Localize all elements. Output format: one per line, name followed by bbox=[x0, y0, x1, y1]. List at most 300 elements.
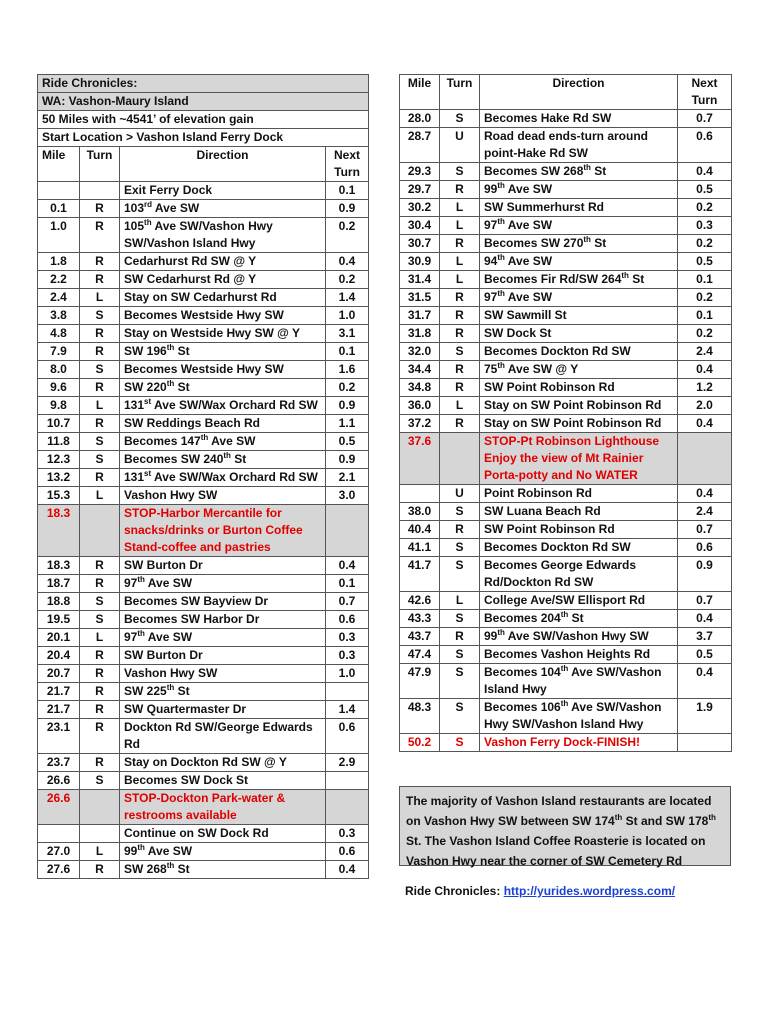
turn-cell: R bbox=[440, 307, 480, 325]
direction-cell: SW 225th St bbox=[120, 683, 326, 701]
turn-cell: R bbox=[440, 325, 480, 343]
turn-cell bbox=[80, 790, 120, 825]
next-turn-cell: 0.2 bbox=[678, 325, 732, 343]
turn-cell: R bbox=[80, 325, 120, 343]
cue-row bbox=[38, 647, 369, 665]
mile-cell: 1.8 bbox=[38, 253, 80, 271]
turn-cell: R bbox=[440, 379, 480, 397]
direction-cell: Becomes Westside Hwy SW bbox=[120, 307, 326, 325]
turn-cell: S bbox=[80, 611, 120, 629]
direction-cell: 97th Ave SW bbox=[480, 289, 678, 307]
turn-cell: S bbox=[440, 163, 480, 181]
cue-row bbox=[38, 415, 369, 433]
mile-cell: 27.0 bbox=[38, 843, 80, 861]
mile-cell: 26.6 bbox=[38, 790, 80, 825]
mile-cell: 28.7 bbox=[400, 128, 440, 163]
direction-cell: SW Luana Beach Rd bbox=[480, 503, 678, 521]
mile-cell: 12.3 bbox=[38, 451, 80, 469]
cue-row bbox=[38, 754, 369, 772]
turn-cell: R bbox=[440, 521, 480, 539]
cue-row bbox=[38, 218, 369, 253]
next-turn-cell: 1.9 bbox=[678, 699, 732, 734]
next-turn-cell: 1.0 bbox=[326, 307, 369, 325]
turn-cell: R bbox=[80, 557, 120, 575]
next-turn-cell: 0.6 bbox=[326, 843, 369, 861]
next-turn-cell: 0.9 bbox=[326, 397, 369, 415]
next-turn-cell: 0.4 bbox=[678, 485, 732, 503]
next-turn-cell: 0.2 bbox=[326, 218, 369, 253]
direction-cell: SW Sawmill St bbox=[480, 307, 678, 325]
next-turn-cell: 0.7 bbox=[326, 593, 369, 611]
next-turn-cell: 0.6 bbox=[326, 611, 369, 629]
mile-cell: 29.3 bbox=[400, 163, 440, 181]
direction-cell: SW Burton Dr bbox=[120, 557, 326, 575]
cue-row bbox=[38, 593, 369, 611]
direction-cell: SW 196th St bbox=[120, 343, 326, 361]
next-turn-cell: 3.7 bbox=[678, 628, 732, 646]
cue-sheet-right-table bbox=[399, 74, 732, 752]
mile-cell: 15.3 bbox=[38, 487, 80, 505]
turn-cell: S bbox=[440, 699, 480, 734]
cue-row bbox=[400, 289, 732, 307]
next-turn-cell: 1.4 bbox=[326, 289, 369, 307]
mile-cell: 41.1 bbox=[400, 539, 440, 557]
next-turn-cell: 0.6 bbox=[678, 128, 732, 163]
next-turn-cell: 2.4 bbox=[678, 503, 732, 521]
col-next: Next Turn bbox=[678, 75, 732, 110]
direction-cell: SW Reddings Beach Rd bbox=[120, 415, 326, 433]
turn-cell: R bbox=[440, 628, 480, 646]
cue-row bbox=[400, 181, 732, 199]
direction-cell: 103rd Ave SW bbox=[120, 200, 326, 218]
stop-row bbox=[400, 433, 732, 485]
turn-cell: R bbox=[440, 361, 480, 379]
mile-cell bbox=[400, 485, 440, 503]
next-turn-cell: 0.4 bbox=[326, 861, 369, 879]
cue-sheet-left-table bbox=[37, 74, 369, 879]
turn-cell: R bbox=[80, 575, 120, 593]
turn-cell: S bbox=[440, 646, 480, 664]
col-next: Next Turn bbox=[326, 147, 369, 182]
direction-cell: Cedarhurst Rd SW @ Y bbox=[120, 253, 326, 271]
turn-cell bbox=[440, 433, 480, 485]
turn-cell: R bbox=[80, 379, 120, 397]
direction-cell: Becomes George Edwards Rd/Dockton Rd SW bbox=[480, 557, 678, 592]
cue-row bbox=[400, 325, 732, 343]
direction-cell: SW Cedarhurst Rd @ Y bbox=[120, 271, 326, 289]
cue-row bbox=[400, 110, 732, 128]
direction-cell: 75th Ave SW @ Y bbox=[480, 361, 678, 379]
turn-cell: S bbox=[440, 110, 480, 128]
cue-row bbox=[400, 557, 732, 592]
cue-row bbox=[400, 610, 732, 628]
direction-cell: 99th Ave SW bbox=[120, 843, 326, 861]
cue-row bbox=[38, 683, 369, 701]
direction-cell: STOP-Harbor Mercantile for snacks/drinks or Burton Coffee Stand-coffee and pastries bbox=[120, 505, 326, 557]
next-turn-cell: 0.9 bbox=[678, 557, 732, 592]
next-turn-cell bbox=[678, 433, 732, 485]
next-turn-cell: 0.4 bbox=[678, 610, 732, 628]
next-turn-cell: 0.9 bbox=[326, 200, 369, 218]
turn-cell: R bbox=[80, 253, 120, 271]
direction-cell: 97th Ave SW bbox=[120, 629, 326, 647]
next-turn-cell: 0.3 bbox=[326, 825, 369, 843]
next-turn-cell bbox=[326, 683, 369, 701]
cue-row bbox=[38, 379, 369, 397]
cue-row bbox=[400, 521, 732, 539]
turn-cell: R bbox=[80, 271, 120, 289]
direction-cell: Dockton Rd SW/George Edwards Rd bbox=[120, 719, 326, 754]
cue-row bbox=[400, 646, 732, 664]
cue-row bbox=[400, 235, 732, 253]
cue-row bbox=[38, 629, 369, 647]
mile-cell: 41.7 bbox=[400, 557, 440, 592]
mile-cell: 23.7 bbox=[38, 754, 80, 772]
next-turn-cell: 0.5 bbox=[326, 433, 369, 451]
next-turn-cell: 1.6 bbox=[326, 361, 369, 379]
next-turn-cell: 2.4 bbox=[678, 343, 732, 361]
mile-cell: 30.7 bbox=[400, 235, 440, 253]
next-turn-cell: 0.6 bbox=[326, 719, 369, 754]
col-direction: Direction bbox=[480, 75, 678, 110]
cue-row bbox=[38, 701, 369, 719]
mile-cell: 38.0 bbox=[400, 503, 440, 521]
next-turn-cell: 0.7 bbox=[678, 592, 732, 610]
next-turn-cell: 0.7 bbox=[678, 521, 732, 539]
cue-row bbox=[400, 361, 732, 379]
mile-cell: 31.4 bbox=[400, 271, 440, 289]
cue-row bbox=[400, 128, 732, 163]
cue-row bbox=[38, 271, 369, 289]
next-turn-cell: 0.3 bbox=[326, 629, 369, 647]
restaurant-note: The majority of Vashon Island restaurants are located on Vashon Hwy SW between SW 174th St and SW 178th St. The Vashon Island Coffee Roasterie is located on Vashon Hwy near the corner of SW Cemetery Rd bbox=[399, 786, 731, 866]
direction-cell: 99th Ave SW/Vashon Hwy SW bbox=[480, 628, 678, 646]
mile-cell: 7.9 bbox=[38, 343, 80, 361]
turn-cell: R bbox=[80, 343, 120, 361]
cue-row bbox=[400, 163, 732, 181]
cue-row bbox=[400, 379, 732, 397]
next-turn-cell: 3.1 bbox=[326, 325, 369, 343]
next-turn-cell: 0.4 bbox=[326, 557, 369, 575]
turn-cell: L bbox=[80, 487, 120, 505]
turn-cell: L bbox=[80, 397, 120, 415]
mile-cell bbox=[38, 825, 80, 843]
next-turn-cell: 0.5 bbox=[678, 181, 732, 199]
mile-cell: 37.6 bbox=[400, 433, 440, 485]
mile-cell: 48.3 bbox=[400, 699, 440, 734]
turn-cell bbox=[80, 505, 120, 557]
turn-cell: R bbox=[80, 683, 120, 701]
turn-cell: S bbox=[80, 593, 120, 611]
cue-row bbox=[400, 271, 732, 289]
direction-cell: Becomes SW Bayview Dr bbox=[120, 593, 326, 611]
direction-cell: SW Summerhurst Rd bbox=[480, 199, 678, 217]
direction-cell: 94th Ave SW bbox=[480, 253, 678, 271]
direction-cell: Becomes Hake Rd SW bbox=[480, 110, 678, 128]
next-turn-cell: 2.1 bbox=[326, 469, 369, 487]
direction-cell: STOP-Dockton Park-water & restrooms available bbox=[120, 790, 326, 825]
turn-cell: S bbox=[440, 734, 480, 752]
col-turn: Turn bbox=[80, 147, 120, 182]
turn-cell: L bbox=[440, 253, 480, 271]
direction-cell: College Ave/SW Ellisport Rd bbox=[480, 592, 678, 610]
stop-row bbox=[38, 505, 369, 557]
next-turn-cell: 2.9 bbox=[326, 754, 369, 772]
mile-cell: 1.0 bbox=[38, 218, 80, 253]
turn-cell: R bbox=[80, 647, 120, 665]
direction-cell: Road dead ends-turn around point-Hake Rd SW bbox=[480, 128, 678, 163]
direction-cell: Vashon Hwy SW bbox=[120, 487, 326, 505]
mile-cell: 34.4 bbox=[400, 361, 440, 379]
turn-cell: R bbox=[440, 235, 480, 253]
turn-cell: S bbox=[440, 503, 480, 521]
cue-row bbox=[38, 253, 369, 271]
turn-cell: R bbox=[80, 754, 120, 772]
direction-cell: SW Point Robinson Rd bbox=[480, 521, 678, 539]
mile-cell: 9.8 bbox=[38, 397, 80, 415]
next-turn-cell: 0.4 bbox=[678, 664, 732, 699]
mile-cell: 18.3 bbox=[38, 557, 80, 575]
cue-row bbox=[400, 415, 732, 433]
mile-cell: 31.8 bbox=[400, 325, 440, 343]
cue-row bbox=[400, 343, 732, 361]
direction-cell: Becomes SW 240th St bbox=[120, 451, 326, 469]
turn-cell: R bbox=[80, 719, 120, 754]
direction-cell: Stay on SW Point Robinson Rd bbox=[480, 415, 678, 433]
direction-cell: SW Burton Dr bbox=[120, 647, 326, 665]
direction-cell: Becomes Dockton Rd SW bbox=[480, 343, 678, 361]
turn-cell: R bbox=[80, 665, 120, 683]
cue-row bbox=[38, 665, 369, 683]
mile-cell: 47.4 bbox=[400, 646, 440, 664]
mile-cell: 8.0 bbox=[38, 361, 80, 379]
direction-cell: 97th Ave SW bbox=[120, 575, 326, 593]
turn-cell: R bbox=[440, 181, 480, 199]
cue-row bbox=[38, 343, 369, 361]
cue-row bbox=[38, 433, 369, 451]
cue-row bbox=[400, 307, 732, 325]
turn-cell: R bbox=[440, 289, 480, 307]
mile-cell: 29.7 bbox=[400, 181, 440, 199]
next-turn-cell: 1.2 bbox=[678, 379, 732, 397]
next-turn-cell: 0.7 bbox=[678, 110, 732, 128]
turn-cell: S bbox=[440, 610, 480, 628]
col-mile: Mile bbox=[400, 75, 440, 110]
mile-cell: 47.9 bbox=[400, 664, 440, 699]
mile-cell: 20.4 bbox=[38, 647, 80, 665]
turn-cell: L bbox=[440, 592, 480, 610]
turn-cell: L bbox=[80, 629, 120, 647]
next-turn-cell: 0.1 bbox=[678, 307, 732, 325]
direction-cell: Becomes Dockton Rd SW bbox=[480, 539, 678, 557]
col-mile: Mile bbox=[38, 147, 80, 182]
mile-cell: 30.2 bbox=[400, 199, 440, 217]
cue-row bbox=[38, 361, 369, 379]
turn-cell: S bbox=[440, 664, 480, 699]
cue-row bbox=[38, 861, 369, 879]
turn-cell: R bbox=[80, 415, 120, 433]
next-turn-cell: 0.1 bbox=[326, 575, 369, 593]
direction-cell: 97th Ave SW bbox=[480, 217, 678, 235]
footer bbox=[405, 884, 675, 898]
turn-cell: R bbox=[80, 200, 120, 218]
direction-cell: Continue on SW Dock Rd bbox=[120, 825, 326, 843]
mile-cell: 32.0 bbox=[400, 343, 440, 361]
next-turn-cell: 0.1 bbox=[326, 343, 369, 361]
cue-row bbox=[38, 397, 369, 415]
direction-cell: Becomes SW Harbor Dr bbox=[120, 611, 326, 629]
mile-cell: 30.9 bbox=[400, 253, 440, 271]
next-turn-cell: 3.0 bbox=[326, 487, 369, 505]
mile-cell: 43.7 bbox=[400, 628, 440, 646]
mile-cell: 3.8 bbox=[38, 307, 80, 325]
direction-cell: Vashon Ferry Dock-FINISH! bbox=[480, 734, 678, 752]
footer-link[interactable]: http://yurides.wordpress.com/ bbox=[503, 884, 676, 898]
next-turn-cell: 0.9 bbox=[326, 451, 369, 469]
turn-cell bbox=[80, 825, 120, 843]
direction-cell: Exit Ferry Dock bbox=[120, 182, 326, 200]
direction-cell: STOP-Pt Robinson Lighthouse Enjoy the view of Mt Rainier Porta-potty and No WATER bbox=[480, 433, 678, 485]
mile-cell: 34.8 bbox=[400, 379, 440, 397]
next-turn-cell: 0.4 bbox=[678, 361, 732, 379]
next-turn-cell bbox=[326, 505, 369, 557]
direction-cell: Becomes Fir Rd/SW 264th St bbox=[480, 271, 678, 289]
mile-cell: 9.6 bbox=[38, 379, 80, 397]
next-turn-cell bbox=[678, 734, 732, 752]
mile-cell: 50.2 bbox=[400, 734, 440, 752]
cue-row bbox=[400, 503, 732, 521]
next-turn-cell: 0.5 bbox=[678, 253, 732, 271]
turn-cell: L bbox=[80, 843, 120, 861]
start-location: Start Location > Vashon Island Ferry Dock bbox=[38, 129, 369, 147]
direction-cell: Stay on SW Point Robinson Rd bbox=[480, 397, 678, 415]
mile-cell: 2.2 bbox=[38, 271, 80, 289]
direction-cell: 131st Ave SW/Wax Orchard Rd SW bbox=[120, 397, 326, 415]
turn-cell: R bbox=[80, 218, 120, 253]
turn-cell: S bbox=[440, 343, 480, 361]
distance: 50 Miles with ~4541’ of elevation gain bbox=[38, 111, 369, 129]
cue-row bbox=[38, 325, 369, 343]
cue-row bbox=[38, 451, 369, 469]
turn-cell: R bbox=[440, 415, 480, 433]
cue-row bbox=[400, 539, 732, 557]
mile-cell: 26.6 bbox=[38, 772, 80, 790]
cue-row bbox=[38, 307, 369, 325]
cue-row bbox=[400, 485, 732, 503]
cue-row bbox=[400, 628, 732, 646]
next-turn-cell: 0.4 bbox=[678, 163, 732, 181]
mile-cell: 40.4 bbox=[400, 521, 440, 539]
cue-row bbox=[400, 699, 732, 734]
mile-cell: 31.5 bbox=[400, 289, 440, 307]
mile-cell: 19.5 bbox=[38, 611, 80, 629]
direction-cell: 131st Ave SW/Wax Orchard Rd SW bbox=[120, 469, 326, 487]
mile-cell: 28.0 bbox=[400, 110, 440, 128]
next-turn-cell: 0.3 bbox=[678, 217, 732, 235]
turn-cell bbox=[80, 182, 120, 200]
col-turn: Turn bbox=[440, 75, 480, 110]
cue-row bbox=[38, 611, 369, 629]
cue-row bbox=[400, 217, 732, 235]
cue-row bbox=[38, 182, 369, 200]
cue-row bbox=[38, 575, 369, 593]
direction-cell: Becomes Westside Hwy SW bbox=[120, 361, 326, 379]
direction-cell: Stay on SW Cedarhurst Rd bbox=[120, 289, 326, 307]
cue-row bbox=[38, 719, 369, 754]
mile-cell: 31.7 bbox=[400, 307, 440, 325]
cue-row bbox=[38, 557, 369, 575]
next-turn-cell: 0.2 bbox=[326, 379, 369, 397]
direction-cell: 105th Ave SW/Vashon Hwy SW/Vashon Island Hwy bbox=[120, 218, 326, 253]
direction-cell: Point Robinson Rd bbox=[480, 485, 678, 503]
next-turn-cell: 0.2 bbox=[326, 271, 369, 289]
direction-cell: Stay on Dockton Rd SW @ Y bbox=[120, 754, 326, 772]
next-turn-cell bbox=[326, 772, 369, 790]
next-turn-cell: 0.1 bbox=[326, 182, 369, 200]
mile-cell: 42.6 bbox=[400, 592, 440, 610]
next-turn-cell: 1.4 bbox=[326, 701, 369, 719]
cue-row bbox=[38, 843, 369, 861]
cue-row bbox=[38, 289, 369, 307]
cue-row bbox=[400, 397, 732, 415]
turn-cell: L bbox=[440, 397, 480, 415]
next-turn-cell: 0.5 bbox=[678, 646, 732, 664]
mile-cell: 36.0 bbox=[400, 397, 440, 415]
title: Ride Chronicles: bbox=[38, 75, 369, 93]
turn-cell: S bbox=[80, 307, 120, 325]
direction-cell: SW Dock St bbox=[480, 325, 678, 343]
turn-cell: S bbox=[80, 361, 120, 379]
next-turn-cell: 2.0 bbox=[678, 397, 732, 415]
region: WA: Vashon-Maury Island bbox=[38, 93, 369, 111]
direction-cell: Stay on Westside Hwy SW @ Y bbox=[120, 325, 326, 343]
direction-cell: Becomes 147th Ave SW bbox=[120, 433, 326, 451]
footer-label: Ride Chronicles: bbox=[405, 884, 501, 898]
next-turn-cell: 1.1 bbox=[326, 415, 369, 433]
next-turn-cell: 0.4 bbox=[678, 415, 732, 433]
cue-row bbox=[400, 592, 732, 610]
turn-cell: S bbox=[80, 433, 120, 451]
direction-cell: SW Quartermaster Dr bbox=[120, 701, 326, 719]
turn-cell: U bbox=[440, 128, 480, 163]
direction-cell: SW 220th St bbox=[120, 379, 326, 397]
direction-cell: Vashon Hwy SW bbox=[120, 665, 326, 683]
turn-cell: R bbox=[80, 861, 120, 879]
turn-cell: L bbox=[80, 289, 120, 307]
mile-cell: 21.7 bbox=[38, 683, 80, 701]
next-turn-cell: 0.2 bbox=[678, 235, 732, 253]
cue-row bbox=[400, 199, 732, 217]
next-turn-cell: 0.6 bbox=[678, 539, 732, 557]
direction-cell: 99th Ave SW bbox=[480, 181, 678, 199]
next-turn-cell: 0.1 bbox=[678, 271, 732, 289]
turn-cell: S bbox=[80, 772, 120, 790]
next-turn-cell: 0.2 bbox=[678, 199, 732, 217]
mile-cell: 18.8 bbox=[38, 593, 80, 611]
mile-cell: 43.3 bbox=[400, 610, 440, 628]
cue-row bbox=[38, 772, 369, 790]
direction-cell: Becomes 204th St bbox=[480, 610, 678, 628]
turn-cell: S bbox=[440, 539, 480, 557]
direction-cell: SW Point Robinson Rd bbox=[480, 379, 678, 397]
direction-cell: Becomes SW 268th St bbox=[480, 163, 678, 181]
turn-cell: S bbox=[440, 557, 480, 592]
cue-row bbox=[38, 825, 369, 843]
turn-cell: R bbox=[80, 469, 120, 487]
cue-row bbox=[38, 200, 369, 218]
mile-cell: 18.7 bbox=[38, 575, 80, 593]
next-turn-cell: 0.4 bbox=[326, 253, 369, 271]
